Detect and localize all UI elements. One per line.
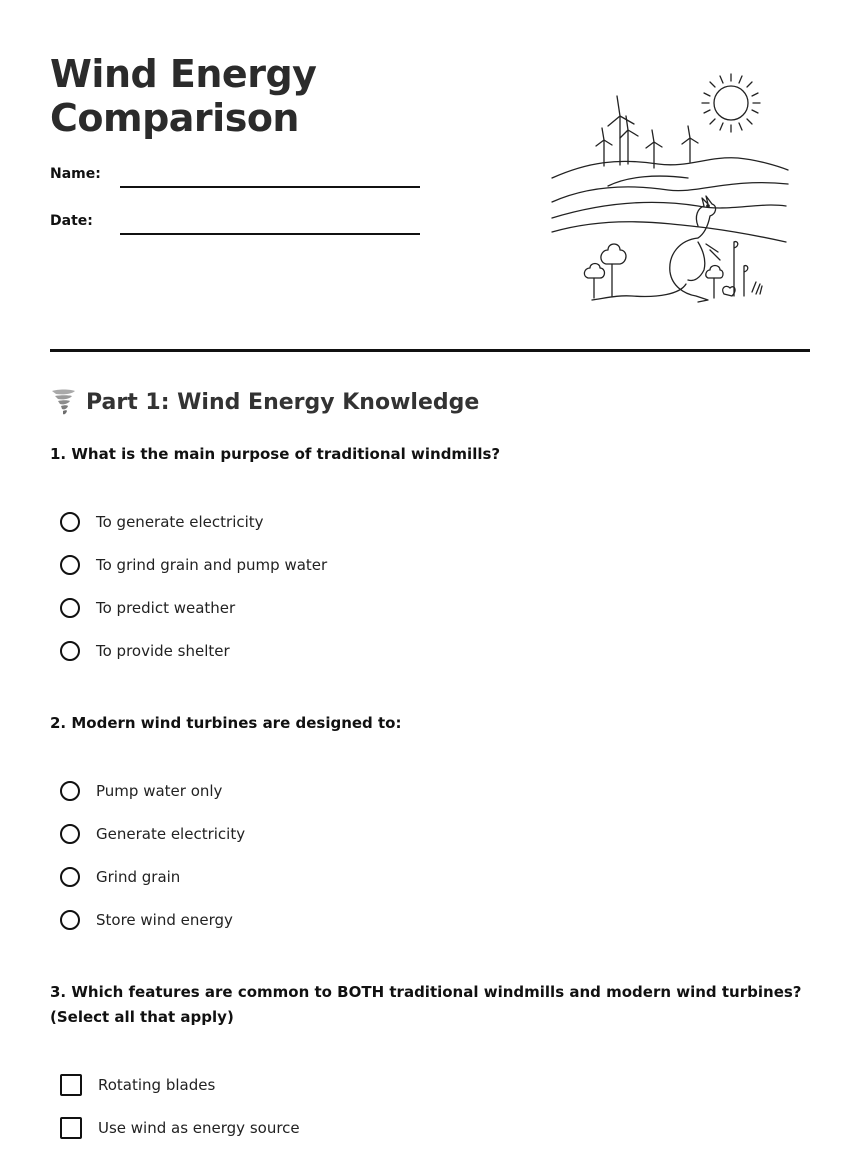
worksheet-header xyxy=(50,52,810,352)
option-label: Pump water only xyxy=(96,782,223,800)
option-label: To provide shelter xyxy=(96,642,230,660)
q2-option-1[interactable] xyxy=(60,778,222,804)
sun-icon xyxy=(702,74,760,132)
name-write-line[interactable] xyxy=(120,186,420,188)
date-label: Date: xyxy=(50,213,93,229)
option-label: Store wind energy xyxy=(96,911,233,929)
option-label: Grind grain xyxy=(96,868,181,886)
option-label: To predict weather xyxy=(96,599,236,617)
option-label: Use wind as energy source xyxy=(98,1119,300,1137)
question-3: 3. Which features are common to BOTH traditional windmills and modern wind turbines? (Select all that apply) xyxy=(50,983,802,1026)
radio-button[interactable] xyxy=(60,555,80,575)
hills xyxy=(552,158,788,242)
option-label: To generate electricity xyxy=(96,513,264,531)
kangaroo-icon xyxy=(592,196,720,302)
name-label: Name: xyxy=(50,166,101,182)
option-label: Generate electricity xyxy=(96,825,246,843)
checkbox[interactable] xyxy=(60,1117,82,1139)
title-line-2: Comparison xyxy=(50,96,299,140)
q1-option-3[interactable] xyxy=(60,595,235,621)
q2-option-2[interactable] xyxy=(60,821,245,847)
radio-button[interactable] xyxy=(60,781,80,801)
trees-icon xyxy=(584,242,762,298)
date-write-line[interactable] xyxy=(120,233,420,235)
radio-button[interactable] xyxy=(60,598,80,618)
date-field[interactable] xyxy=(50,213,420,243)
title-line-1: Wind Energy xyxy=(50,52,317,96)
option-label: Rotating blades xyxy=(98,1076,216,1094)
name-field[interactable] xyxy=(50,166,420,196)
q2-option-3[interactable] xyxy=(60,864,180,890)
question-2: 2. Modern wind turbines are designed to: xyxy=(50,714,402,732)
question-1: 1. What is the main purpose of traditional windmills? xyxy=(50,445,501,463)
header-divider xyxy=(50,349,810,352)
tornado-icon xyxy=(50,388,76,416)
checkbox[interactable] xyxy=(60,1074,82,1096)
q3-option-2[interactable] xyxy=(60,1115,300,1141)
worksheet-title xyxy=(50,52,316,140)
q3-option-1[interactable] xyxy=(60,1072,215,1098)
radio-button[interactable] xyxy=(60,867,80,887)
radio-button[interactable] xyxy=(60,910,80,930)
option-label: To grind grain and pump water xyxy=(96,556,328,574)
q1-option-4[interactable] xyxy=(60,638,230,664)
part1-heading-text: Part 1: Wind Energy Knowledge xyxy=(86,389,480,415)
radio-button[interactable] xyxy=(60,512,80,532)
q1-option-1[interactable] xyxy=(60,509,264,535)
part1-heading xyxy=(50,388,479,416)
wind-turbine-icons xyxy=(596,96,698,168)
radio-button[interactable] xyxy=(60,641,80,661)
windfarm-kangaroo-illustration xyxy=(548,66,794,310)
q2-option-4[interactable] xyxy=(60,907,233,933)
q1-option-2[interactable] xyxy=(60,552,327,578)
radio-button[interactable] xyxy=(60,824,80,844)
